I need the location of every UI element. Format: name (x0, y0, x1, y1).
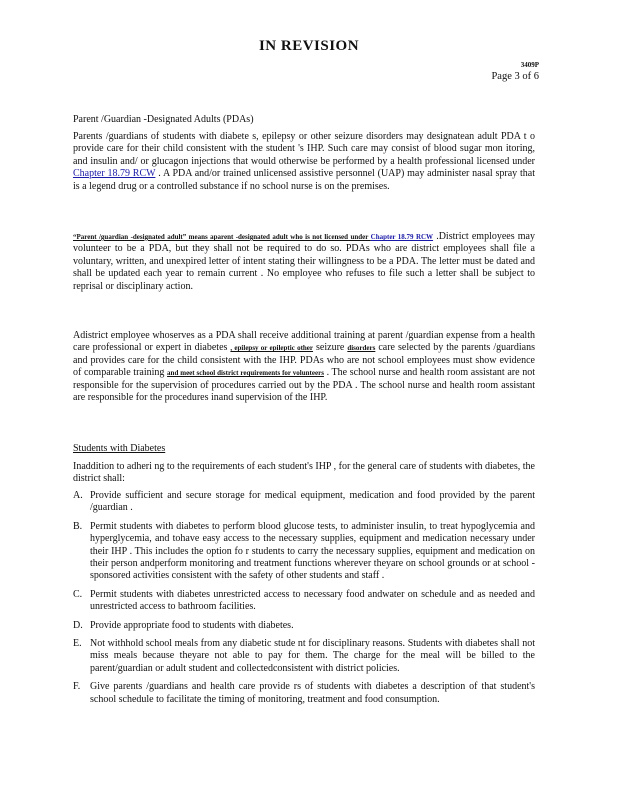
list-item-label: A. (73, 490, 83, 501)
list-item-text: Not withhold school meals from any diabetic stude nt for disciplinary reasons. Students with diabetes shall not miss meals because theyare not able to pay for them. The charge for the meal will be billed to the parent/guardian or adult student and collectedconsistent with district policies. (90, 638, 535, 674)
pda-p3-inserted-1: , epilepsy or epileptic other (230, 344, 314, 353)
list-item (73, 681, 535, 706)
list-item (73, 521, 535, 583)
list-item (73, 490, 535, 515)
list-item-text: Provide sufficient and secure storage for medical equipment, medication and food provided by the parent /guardian . (90, 490, 535, 514)
pda-p2-text-b: .District employees may volunteer to be a PDA, but they shall not be required to do so. PDAs who are district employees shall file a voluntary, written, and unexpired letter of intent stating their willingness to be a PDA. The letter must be dated and shall be updated each year to remain current . No employee who refuses to file such a letter shall be subject to reprisal or disciplinary action. (73, 231, 535, 292)
pda-p1-text-b: . A PDA and/or trained unlicensed assistive personnel (UAP) may administer nasal spray that is a legend drug or a controlled substance if no school nurse is on the premises. (73, 168, 535, 192)
section-heading-diabetes: Students with Diabetes (73, 443, 166, 454)
pda-p3-inserted-3: and meet school district requirements for volunteers (167, 369, 324, 378)
list-item (73, 620, 535, 632)
policy-code: 3409P (520, 61, 539, 69)
rcw-link-2[interactable]: Chapter 18.79 RCW (370, 233, 434, 241)
list-item-text: Give parents /guardians and health care provide rs of students with diabetes a description of that student's school schedule to facilitate the timing of monitoring, treatment and food consumption. (90, 681, 535, 705)
list-item-label: C. (73, 588, 83, 600)
page-number: Page 3 of 6 (491, 71, 539, 82)
list-item-label: F. (73, 681, 81, 693)
document-status-title: IN REVISION (258, 38, 360, 54)
diabetes-requirements-list (73, 490, 535, 712)
pda-p3-text-a: Adistrict employee whoserves as a PDA shall receive additional training at parent /guardian expense from a health care professional or expert in diabetes (73, 330, 535, 354)
pda-p3-inserted-2: disorders (347, 344, 376, 353)
diabetes-intro (73, 461, 535, 486)
pda-paragraph-2 (73, 231, 535, 293)
pda-p3-text-b: seizure (313, 342, 348, 354)
section-heading-pda: Parent /Guardian -Designated Adults (PDAs) (73, 114, 254, 125)
list-item-text: Provide appropriate food to students with diabetes. (90, 619, 294, 631)
pda-paragraph-3 (73, 330, 535, 404)
pda-p3-text-d: . The school nurse and health room assistant are not responsible for the supervision of procedures carried out by the PDA . The school nurse and health room assistant are responsible for the procedures inand supervision of the IHP. (73, 367, 535, 404)
pda-p1-text-a: Parents /guardians of students with diabete s, epilepsy or other seizure disorders may designatean adult PDA t o provide care for their child consistent with the student 's IHP. Such care may consist of blood sugar mon itoring, and insulin and/ or glucagon injections that would otherwise be performed by a health professional licensed under (73, 131, 535, 167)
list-item-label: D. (73, 619, 83, 631)
diabetes-intro-text: Inaddition to adheri ng to the requirements of each student's IHP , for the general care of students with diabetes, the district shall: (73, 461, 535, 485)
pda-paragraph-1 (73, 131, 535, 193)
pda-definition-text: “Parent /guardian -designated adult” means aparent -designated adult who is not licensed under (73, 233, 371, 241)
list-item-label: B. (73, 520, 83, 532)
list-item-label: E. (73, 638, 82, 650)
list-item-text: Permit students with diabetes unrestricted access to necessary food andwater on schedule and as needed and unrestricted access to bathroom facilities. (90, 588, 535, 613)
list-item (73, 589, 535, 614)
pda-p3-text-c: care selected by the parents /guardians and provides care for the child consistent with the IHP. PDAs who are not school employees must show evidence of comparable training (73, 342, 535, 379)
rcw-link-1[interactable]: Chapter 18.79 RCW (73, 168, 156, 180)
list-item (73, 638, 535, 675)
list-item-text: Permit students with diabetes to perform blood glucose tests, to administer insulin, to treat hypoglycemia and hyperglycemia, and tohave easy access to the necessary supplies, equipment and medication necessary under their IHP . This includes the option fo r students to carry the necessary supplies, equipment and medication on their person andperform monitoring and treatment functions wherever theyare on school grounds or at school -sponsored activities consistent with the safety of other students and staff . (90, 520, 535, 582)
